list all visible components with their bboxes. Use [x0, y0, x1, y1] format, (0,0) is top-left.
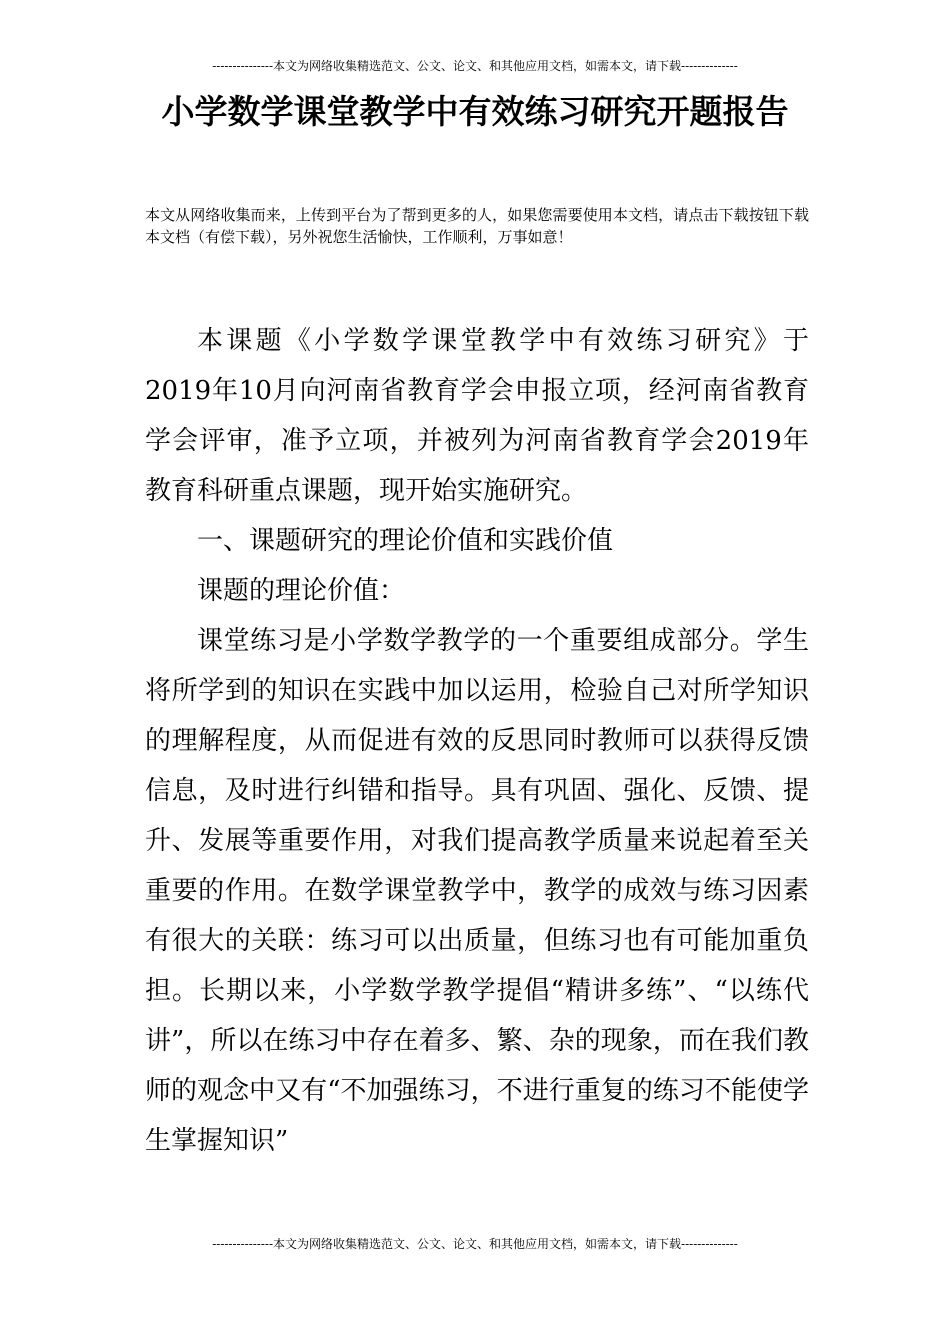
document-title: 小学数学课堂教学中有效练习研究开题报告: [161, 92, 789, 131]
document-body: [145, 316, 809, 1166]
page-header-notice: ---------------本文为网络收集精选范文、公文、论文、和其他应用文档，如需本文，请下载--------------: [212, 59, 738, 73]
download-notice: 本文从网络收集而来，上传到平台为了帮到更多的人，如果您需要使用本文档，请点击下载按钮下载本文档（有偿下载），另外祝您生活愉快，工作顺利，万事如意！: [145, 206, 809, 246]
paragraph-classroom-practice: 课堂练习是小学数学教学的一个重要组成部分。学生将所学到的知识在实践中加以运用，检验自己对所学知识的理解程度，从而促进有效的反思同时教师可以获得反馈信息，及时进行纠错和指导。具有巩固、强化、反馈、提升、发展等重要作用，对我们提高教学质量来说起着至关重要的作用。在数学课堂教学中，教学的成效与练习因素有很大的关联：练习可以出质量，但练习也有可能加重负担。长期以来，小学数学教学提倡“精讲多练”、“以练代讲”，所以在练习中存在着多、繁、杂的现象，而在我们教师的观念中又有“不加强练习，不进行重复的练习不能使学生掌握知识”: [145, 626, 809, 1156]
paragraph-project-approval: 本课题《小学数学课堂教学中有效练习研究》于2019年10月向河南省教育学会申报立项，经河南省教育学会评审，准予立项，并被列为河南省教育学会2019年教育科研重点课题，现开始实施研究。: [145, 326, 809, 506]
subheading-theoretical-value: 课题的理论价值：: [197, 576, 406, 606]
section-heading-value: 一、课题研究的理论价值和实践价值: [197, 526, 614, 556]
page-footer-notice: ---------------本文为网络收集精选范文、公文、论文、和其他应用文档，如需本文，请下载--------------: [212, 1237, 738, 1251]
